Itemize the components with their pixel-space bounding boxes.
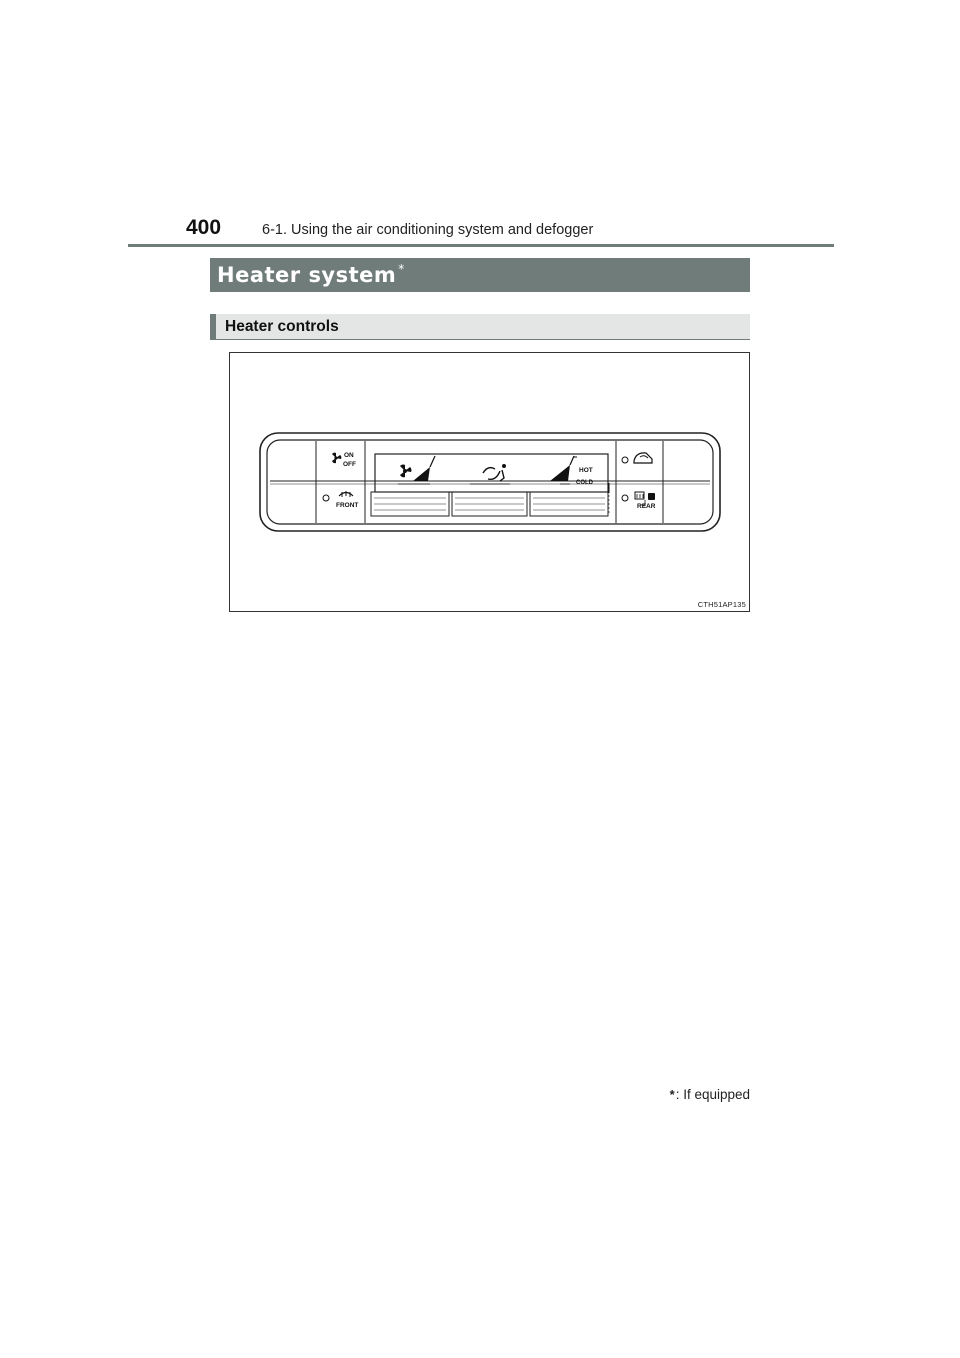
section-title: 6-1. Using the air conditioning system and defogger xyxy=(262,222,594,238)
hot-label: HOT xyxy=(579,467,593,474)
equipped-marker: * xyxy=(398,262,405,276)
temperature-level-indicator xyxy=(550,456,577,484)
front-indicator-light xyxy=(323,495,329,501)
heater-control-panel-illustration xyxy=(230,353,751,613)
heater-controls-figure xyxy=(229,352,750,612)
left-lower-button[interactable] xyxy=(270,485,314,521)
figure-id: CTH51AP135 xyxy=(697,600,746,609)
fan-icon xyxy=(400,465,411,478)
fan-speed-slider[interactable] xyxy=(371,492,449,516)
main-heading xyxy=(210,258,750,292)
cold-label: COLD xyxy=(576,480,593,486)
page-number: 400 xyxy=(186,216,222,239)
front-defogger-icon xyxy=(339,491,353,497)
off-label: OFF xyxy=(343,461,356,468)
footnote-text: : If equipped xyxy=(675,1087,750,1102)
left-upper-button[interactable] xyxy=(270,443,314,479)
air-intake-icon xyxy=(634,453,652,463)
right-lower-button[interactable] xyxy=(666,485,710,521)
on-label: ON xyxy=(344,452,354,459)
front-label: FRONT xyxy=(336,502,359,509)
right-upper-button[interactable] xyxy=(666,443,710,479)
temperature-slider[interactable] xyxy=(530,492,608,516)
airflow-mode-slider[interactable] xyxy=(452,492,527,516)
footnote-marker: * xyxy=(669,1087,675,1102)
air-intake-indicator-light xyxy=(622,457,628,463)
main-heading-title: Heater system xyxy=(217,263,397,287)
sub-heading: Heater controls xyxy=(210,314,750,340)
header-divider xyxy=(128,244,834,247)
rear-label: REAR xyxy=(637,503,656,510)
footnote xyxy=(670,1087,750,1102)
on-off-fan-icon xyxy=(332,453,341,464)
rear-indicator-light xyxy=(622,495,628,501)
